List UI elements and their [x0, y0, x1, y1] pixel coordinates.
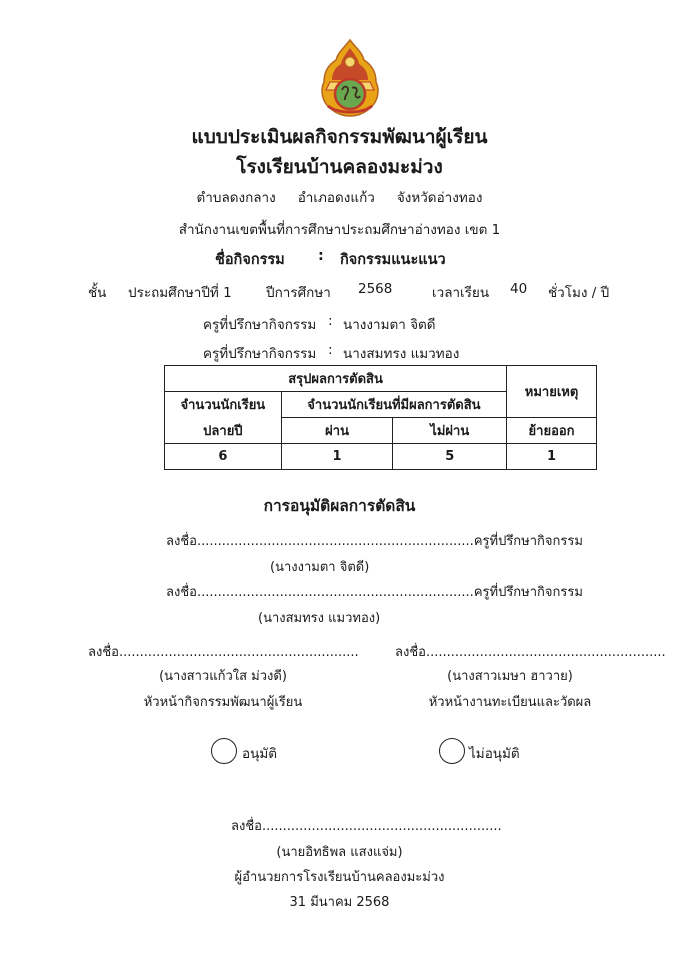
advisor-label: ครูที่ปรึกษากิจกรรม	[203, 317, 317, 333]
signature-dots: ...................................................................	[196, 585, 474, 600]
advisor-name: นางงามตา จิตดี	[343, 317, 436, 333]
signature-line-director[interactable]	[231, 815, 502, 836]
signature-line-head-1[interactable]	[88, 641, 359, 662]
hours-unit: ชั่วโมง / ปี	[548, 285, 610, 301]
sign-prefix: ลงชื่อ	[166, 585, 197, 600]
cell-students: 6	[165, 444, 282, 470]
approval-date: 31 มีนาคม 2568	[289, 895, 390, 910]
signature-dots: ..........................................................	[118, 645, 359, 660]
district: อำเภอดงแก้ว	[297, 190, 375, 206]
reject-radio[interactable]	[439, 738, 465, 764]
header-summary: สรุปผลการตัดสิน	[165, 366, 507, 392]
summary-table	[164, 365, 597, 470]
signature-line-head-2[interactable]	[395, 641, 666, 662]
head-1-role: หัวหน้ากิจกรรมพัฒนาผู้เรียน	[143, 695, 303, 710]
school-address	[0, 186, 679, 208]
hours-value: 40	[510, 281, 528, 297]
subdistrict: ตำบลดงกลาง	[196, 190, 276, 206]
sign-prefix: ลงชื่อ	[88, 645, 119, 660]
sign-prefix: ลงชื่อ	[166, 534, 197, 549]
education-office: สำนักงานเขตพื้นที่การศึกษาประถมศึกษาอ่างทอง เขต 1	[178, 222, 501, 238]
sign-prefix: ลงชื่อ	[231, 819, 262, 834]
approve-label[interactable]: อนุมัติ	[242, 746, 278, 762]
signature-line-advisor-1[interactable]	[166, 530, 583, 551]
cell-moved: 1	[507, 444, 597, 470]
header-students-2: ปลายปี	[165, 418, 282, 444]
table-row	[165, 444, 597, 470]
header-remark: หมายเหตุ	[507, 366, 597, 418]
reject-label[interactable]: ไม่อนุมัติ	[469, 746, 520, 762]
advisor-1-signed-name: (นางงามตา จิตดี)	[270, 560, 370, 575]
advisor-colon: :	[328, 342, 333, 358]
approval-title: การอนุมัติผลการตัดสิน	[263, 497, 416, 515]
advisor-label: ครูที่ปรึกษากิจกรรม	[203, 346, 317, 362]
grade-label: ชั้น	[88, 285, 107, 301]
signature-dots: ..........................................................	[261, 819, 502, 834]
advisor-2-signed-name: (นางสมทรง แมวทอง)	[258, 611, 381, 626]
year-value: 2568	[358, 281, 393, 297]
school-name: โรงเรียนบ้านคลองมะม่วง	[236, 156, 443, 178]
director-signed-name: (นายอิทธิพล แสงแจ่ม)	[276, 845, 403, 860]
advisor-name: นางสมทรง แมวทอง	[343, 346, 460, 362]
advisor-role: ครูที่ปรึกษากิจกรรม	[473, 534, 583, 549]
activity-colon: :	[318, 248, 324, 264]
province: จังหวัดอ่างทอง	[396, 190, 483, 206]
approve-radio[interactable]	[211, 738, 237, 764]
sign-prefix: ลงชื่อ	[395, 645, 426, 660]
head-2-signed-name: (นางสาวเมษา ฮาวาย)	[447, 669, 573, 684]
advisor-colon: :	[328, 313, 333, 329]
activity-value: กิจกรรมแนะแนว	[340, 252, 446, 268]
cell-fail: 5	[393, 444, 507, 470]
activity-label: ชื่อกิจกรรม	[215, 252, 285, 268]
header-moved: ย้ายออก	[507, 418, 597, 444]
grade-value: ประถมศึกษาปีที่ 1	[128, 285, 232, 301]
director-role: ผู้อำนวยการโรงเรียนบ้านคลองมะม่วง	[234, 870, 445, 885]
header-fail: ไม่ผ่าน	[393, 418, 507, 444]
year-label: ปีการศึกษา	[266, 285, 331, 301]
signature-line-advisor-2[interactable]	[166, 581, 583, 602]
cell-pass: 1	[281, 444, 393, 470]
header-pass: ผ่าน	[281, 418, 393, 444]
head-1-signed-name: (นางสาวแก้วใส ม่วงดี)	[159, 669, 287, 684]
form-title: แบบประเมินผลกิจกรรมพัฒนาผู้เรียน	[191, 126, 488, 148]
school-emblem-icon	[318, 38, 382, 118]
advisor-role: ครูที่ปรึกษากิจกรรม	[473, 585, 583, 600]
head-2-role: หัวหน้างานทะเบียนและวัดผล	[428, 695, 592, 710]
header-students-1: จำนวนนักเรียน	[165, 392, 282, 418]
header-results: จำนวนนักเรียนที่มีผลการตัดสิน	[281, 392, 506, 418]
hours-label: เวลาเรียน	[432, 285, 490, 301]
signature-dots: ...................................................................	[196, 534, 474, 549]
signature-dots: ..........................................................	[425, 645, 666, 660]
